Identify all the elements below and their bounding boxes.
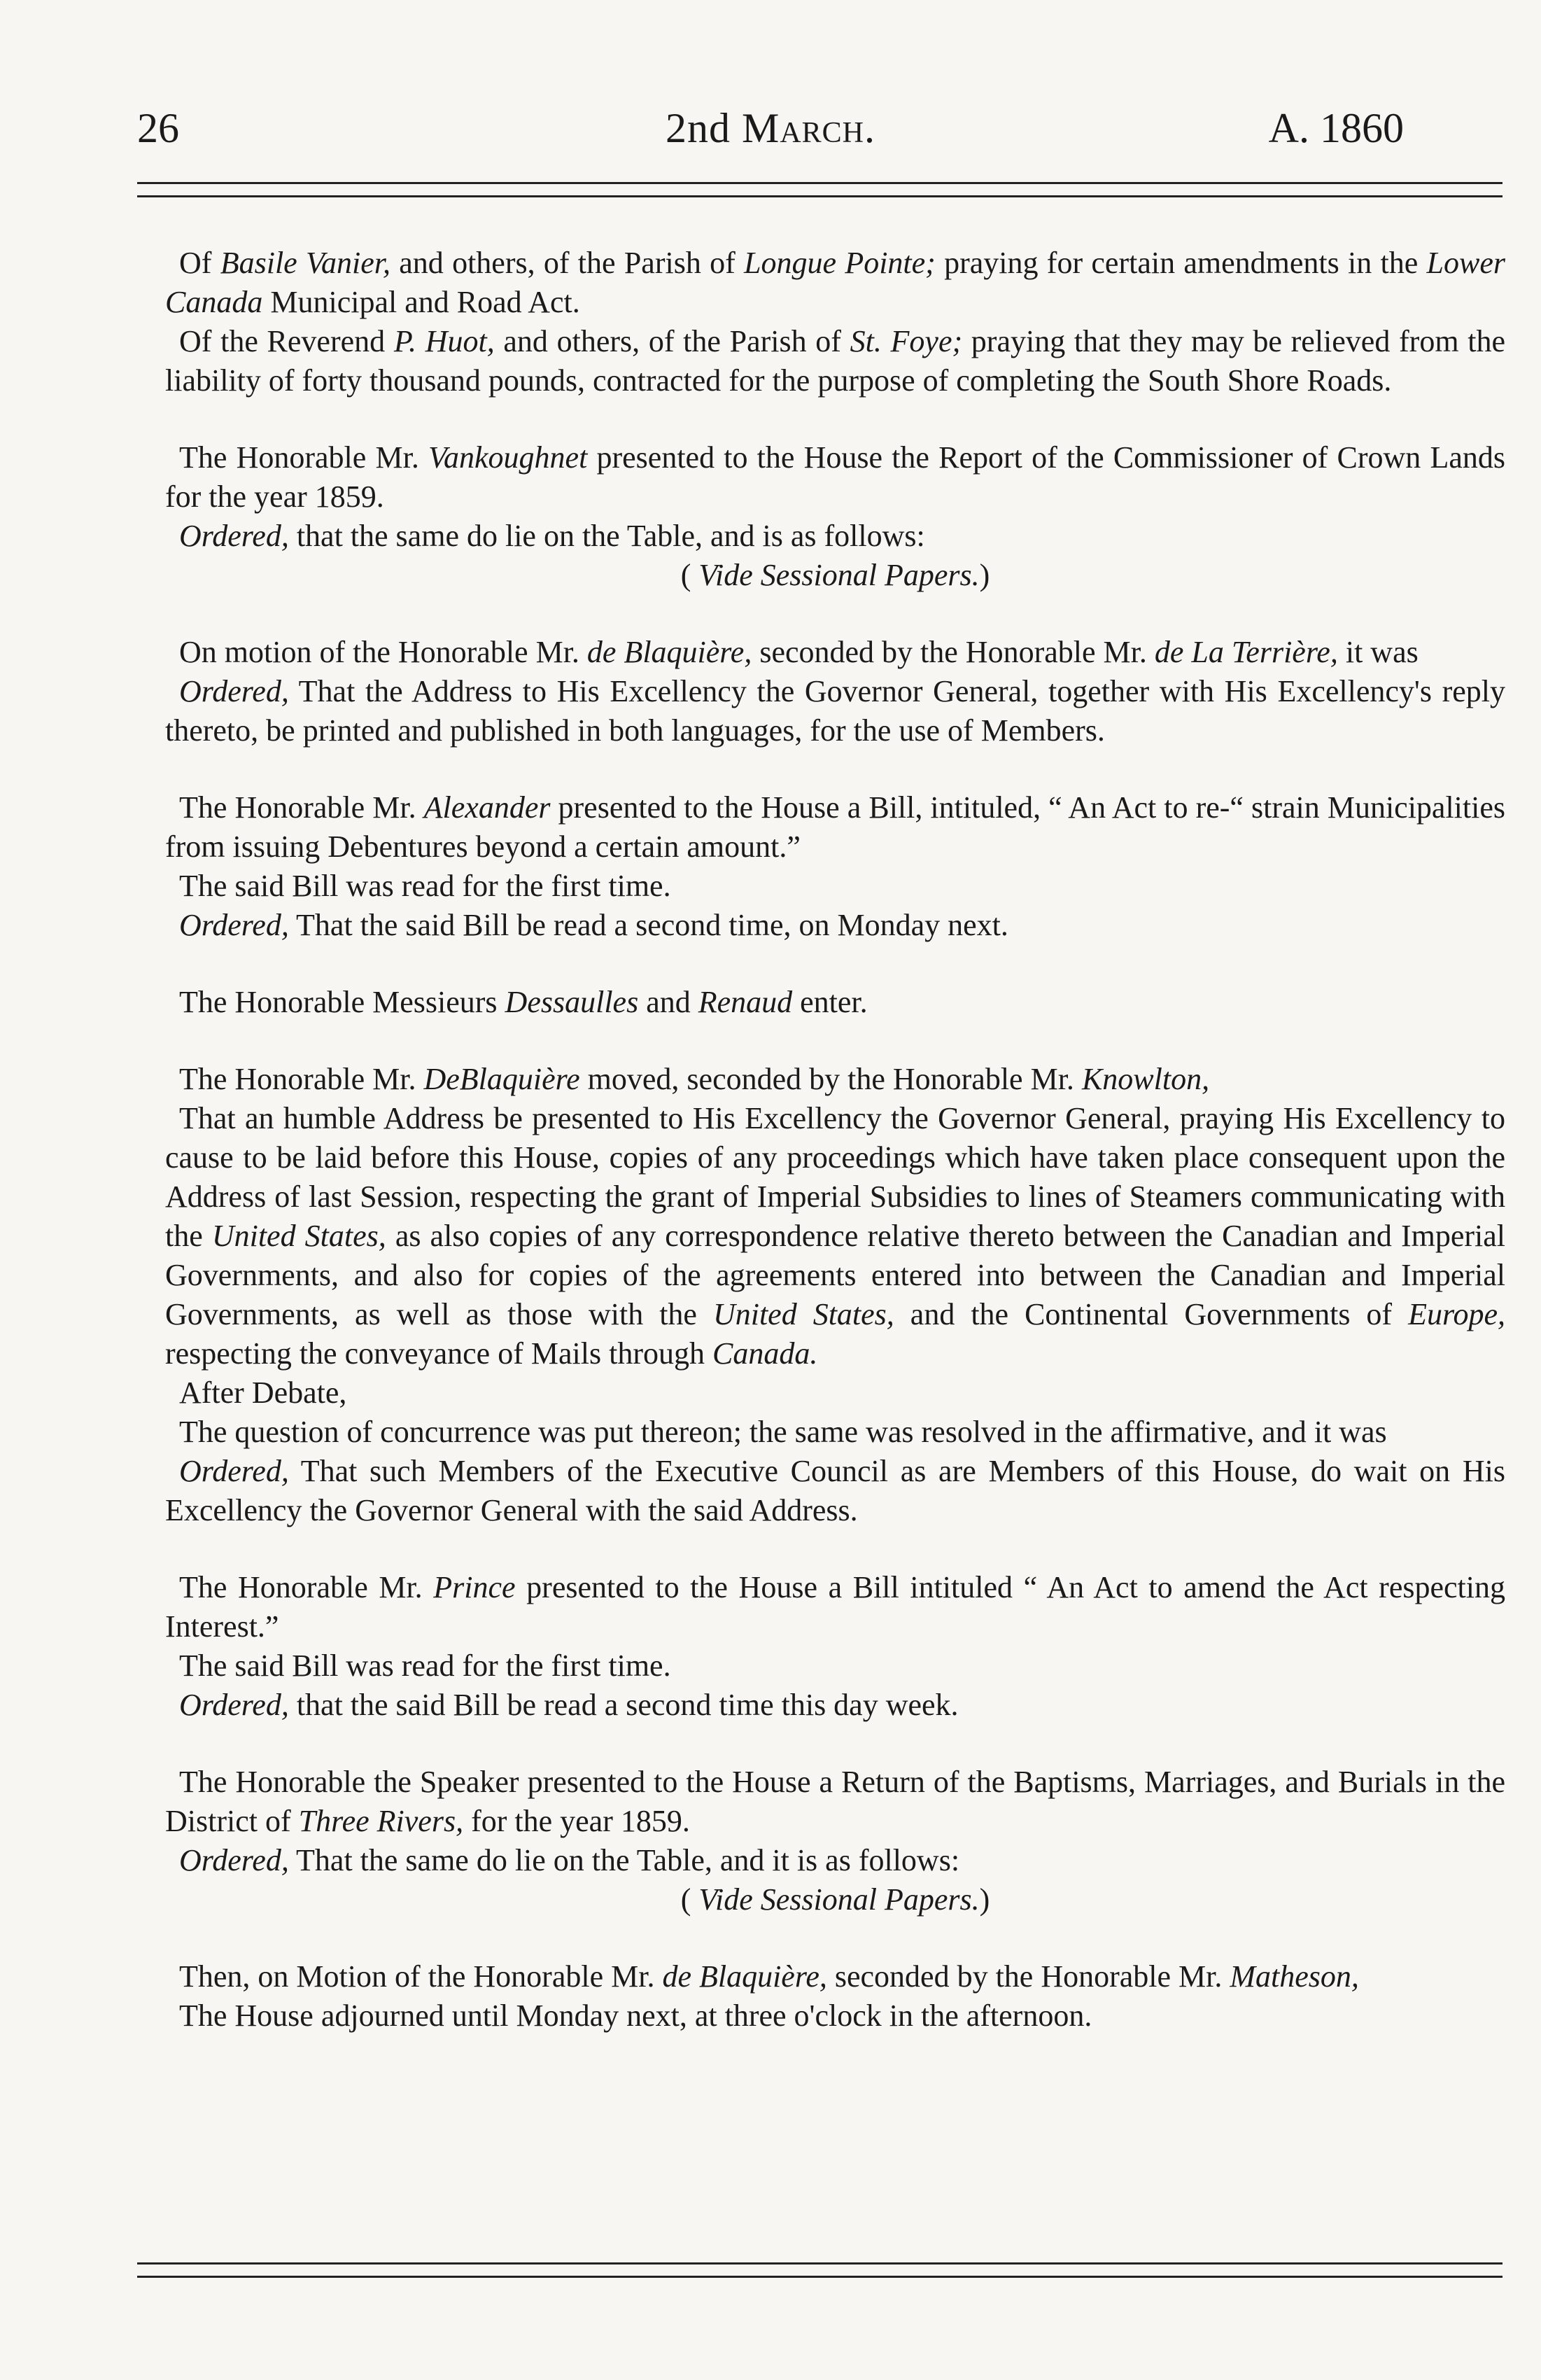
journal-entry <box>165 1996 1505 2036</box>
text-run: ) <box>979 1882 990 1917</box>
italic-text: Longue Pointe; <box>744 246 936 280</box>
text-run: The Honorable the Speaker presented to the House a Return of the Baptisms, Marriages, and Burials in the District of <box>165 1765 1505 1838</box>
session-year: A. 1860 <box>1268 105 1404 151</box>
text-run: and the Continental Governments of <box>894 1297 1409 1331</box>
journal-entry <box>165 322 1505 400</box>
text-run: praying for certain amendments in the <box>935 246 1427 280</box>
journal-entry <box>165 1413 1505 1452</box>
text-run: The Honorable Mr. <box>179 1570 434 1604</box>
text-run: presented to the House a Bill intituled “ An Act to amend the Act respecting Interest.” <box>165 1570 1505 1644</box>
italic-text: United States, <box>712 1297 894 1331</box>
italic-text: Matheson, <box>1230 1959 1359 1994</box>
text-run: and <box>638 985 698 1019</box>
paragraph-gap <box>165 1022 1505 1060</box>
journal-entry <box>165 1841 1505 1880</box>
italic-text: Ordered, <box>179 1843 289 1877</box>
italic-text: Alexander <box>423 790 551 825</box>
text-run: ( <box>680 558 699 592</box>
text-run: it was <box>1337 635 1419 669</box>
running-head <box>137 97 1404 160</box>
journal-entry <box>165 1763 1505 1841</box>
italic-text: Europe, <box>1408 1297 1505 1331</box>
italic-text: Prince <box>433 1570 516 1604</box>
paragraph-gap <box>165 400 1505 438</box>
text-run: respecting the conveyance of Mails through <box>165 1336 712 1371</box>
journal-entry <box>165 1686 1505 1725</box>
running-title-month: March. <box>741 105 876 151</box>
running-title-prefix: 2nd <box>665 105 742 151</box>
text-run: That the said Bill be read a second time, on Monday next. <box>288 908 1008 942</box>
text-run: that the said Bill be read a second time this day week. <box>288 1688 959 1722</box>
paragraph-gap <box>165 595 1505 633</box>
text-run: ( <box>680 1882 699 1917</box>
text-run: Municipal and Road Act. <box>262 285 580 319</box>
paragraph-gap <box>165 750 1505 788</box>
text-run: The said Bill was read for the first time. <box>179 869 671 903</box>
text-run: Then, on Motion of the Honorable Mr. <box>179 1959 663 1994</box>
header-double-rule <box>137 182 1503 197</box>
italic-text: Dessaulles <box>505 985 639 1019</box>
journal-entry <box>165 1646 1505 1686</box>
journal-entry <box>165 517 1505 556</box>
italic-text: Vide Sessional Papers. <box>698 558 980 592</box>
journal-entry <box>165 438 1505 517</box>
text-run: moved, seconded by the Honorable Mr. <box>579 1062 1082 1096</box>
italic-text: Ordered, <box>179 908 289 942</box>
paragraph-gap <box>165 1725 1505 1763</box>
italic-text: Ordered, <box>179 674 289 708</box>
italic-text: DeBlaquière <box>423 1062 580 1096</box>
text-run: praying that they may be relieved from the liability of forty thousand pounds, contracted for the purpose of completing the South Shore Roads. <box>165 324 1505 398</box>
text-run: ) <box>979 558 990 592</box>
page-number: 26 <box>137 105 179 151</box>
italic-text: Ordered, <box>179 1688 289 1722</box>
journal-entry <box>165 1452 1505 1530</box>
paragraph-gap <box>165 1919 1505 1957</box>
journal-entry <box>165 244 1505 322</box>
italic-text: Vankoughnet <box>428 440 588 475</box>
journal-entry <box>165 633 1505 672</box>
italic-text: de La Terrière, <box>1154 635 1338 669</box>
italic-text: Basile Vanier, <box>220 246 390 280</box>
journal-entry <box>165 906 1505 945</box>
text-run: enter. <box>792 985 868 1019</box>
journal-entry <box>165 1568 1505 1646</box>
text-run: The said Bill was read for the first time. <box>179 1648 671 1683</box>
journal-entry <box>165 867 1505 906</box>
italic-text: de Blaquière, <box>586 635 752 669</box>
italic-text: Lower Canada <box>165 246 1506 319</box>
running-title <box>137 97 1404 160</box>
text-run: seconded by the Honorable Mr. <box>752 635 1155 669</box>
text-run: The Honorable Messieurs <box>179 985 505 1019</box>
italic-text: Vide Sessional Papers. <box>698 1882 980 1917</box>
journal-entry <box>165 1099 1505 1373</box>
journal-body <box>165 244 1505 2036</box>
text-run: On motion of the Honorable Mr. <box>179 635 587 669</box>
text-run: The Honorable Mr. <box>179 790 424 825</box>
journal-entry <box>165 788 1505 867</box>
text-run: presented to the House the Report of the Commissioner of Crown Lands for the year 1859. <box>165 440 1506 514</box>
italic-text: Knowlton, <box>1081 1062 1210 1096</box>
italic-text: Ordered, <box>179 519 289 553</box>
text-run: The Honorable Mr. <box>179 440 429 475</box>
text-run: After Debate, <box>179 1376 347 1410</box>
italic-text: Canada. <box>712 1336 818 1371</box>
journal-entry <box>165 1957 1505 1996</box>
footer-double-rule <box>137 2262 1503 2278</box>
text-run: and others, of the Parish of <box>390 246 745 280</box>
journal-entry <box>165 672 1505 750</box>
italic-text: Three Rivers, <box>298 1804 464 1838</box>
text-run: that the same do lie on the Table, and is as follows: <box>288 519 925 553</box>
italic-text: Renaud <box>698 985 793 1019</box>
text-run: The Honorable Mr. <box>179 1062 424 1096</box>
text-run: That such Members of the Executive Council as are Members of this House, do wait on His Excellency the Governor General with the said Address. <box>165 1454 1505 1527</box>
italic-text: St. Foye; <box>850 324 963 358</box>
text-run: The House adjourned until Monday next, at three o'clock in the afternoon. <box>179 1998 1092 2033</box>
journal-entry <box>165 1373 1505 1413</box>
text-run: That the same do lie on the Table, and it is as follows: <box>288 1843 960 1877</box>
italic-text: United States, <box>211 1219 386 1253</box>
text-run: for the year 1859. <box>463 1804 690 1838</box>
journal-entry <box>165 983 1505 1022</box>
text-run: Of <box>179 246 220 280</box>
text-run: The question of concurrence was put thereon; the same was resolved in the affirmative, and it was <box>179 1415 1387 1449</box>
paragraph-gap <box>165 945 1505 983</box>
italic-text: Ordered, <box>179 1454 289 1488</box>
paragraph-gap <box>165 1530 1505 1568</box>
text-run: Of the Reverend <box>179 324 394 358</box>
text-run: and others, of the Parish of <box>494 324 850 358</box>
vide-reference <box>165 556 1505 595</box>
italic-text: de Blaquière, <box>662 1959 827 1994</box>
journal-entry <box>165 1060 1505 1099</box>
text-run: That the Address to His Excellency the Governor General, together with His Excellency's reply thereto, be printed and published in both languages, for the use of Members. <box>165 674 1505 748</box>
text-run: as also copies of any correspondence relative thereto between the Canadian and Imperial Governments, and also for copies of the agreements entered into between the Canadian and Imperial Governments, as well as those with the <box>165 1219 1505 1331</box>
text-run: That an humble Address be presented to His Excellency the Governor General, praying His Excellency to cause to be laid before this House, copies of any proceedings which have taken place consequent upon the Address of last Session, respecting the grant of Imperial Subsidies to lines of Steamers communicating with the <box>165 1101 1505 1253</box>
italic-text: P. Huot, <box>393 324 495 358</box>
text-run: presented to the House a Bill, intituled, “ An Act to re-“ strain Municipalities from issuing Debentures beyond a certain amount.” <box>165 790 1506 864</box>
vide-reference <box>165 1880 1505 1919</box>
text-run: seconded by the Honorable Mr. <box>826 1959 1230 1994</box>
